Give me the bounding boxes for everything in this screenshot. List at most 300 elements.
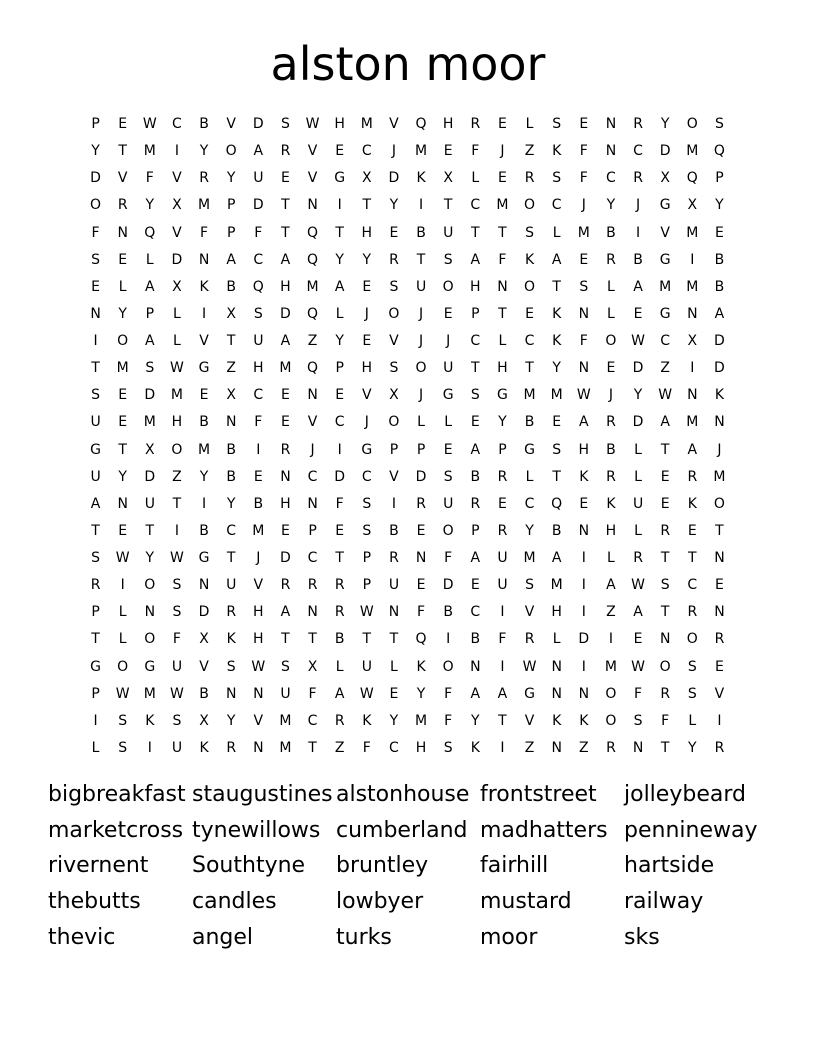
grid-letter: K	[199, 278, 209, 295]
grid-letter: J	[310, 441, 315, 458]
grid-letter: G	[144, 658, 156, 675]
word-list-item: bruntley	[336, 853, 429, 879]
grid-letter: V	[199, 333, 209, 349]
grid-letter: O	[659, 658, 671, 675]
grid-letter: M	[279, 360, 292, 377]
grid-letter: E	[579, 251, 589, 268]
grid-letter: F	[634, 685, 643, 702]
grid-letter: E	[579, 116, 589, 132]
grid-letter: X	[443, 170, 453, 187]
grid-letter: S	[660, 577, 670, 594]
grid-letter: G	[659, 305, 671, 322]
grid-letter: T	[688, 550, 697, 566]
grid-letter: Y	[389, 712, 399, 729]
grid-letter: R	[199, 170, 209, 187]
grid-letter: Z	[172, 468, 182, 485]
grid-letter: R	[714, 631, 725, 648]
grid-letter: N	[253, 685, 264, 702]
grid-letter: N	[225, 685, 237, 702]
grid-letter: I	[174, 522, 179, 539]
grid-letter: L	[607, 278, 615, 295]
grid-letter: S	[579, 278, 589, 295]
grid-letter: E	[281, 170, 290, 187]
grid-letter: S	[172, 577, 182, 594]
grid-letter: X	[199, 631, 209, 648]
grid-letter: X	[362, 170, 372, 187]
grid-letter: Y	[91, 143, 100, 160]
grid-letter: P	[362, 550, 372, 566]
grid-letter: R	[389, 550, 399, 566]
grid-letter: F	[172, 631, 181, 648]
grid-letter: W	[658, 387, 673, 404]
grid-letter: F	[362, 739, 371, 756]
grid-letter: U	[171, 658, 183, 675]
grid-letter: Y	[145, 550, 155, 566]
grid-letter: S	[280, 116, 290, 132]
grid-letter: M	[686, 414, 699, 431]
grid-letter: Z	[307, 333, 318, 349]
grid-letter: M	[523, 387, 536, 404]
grid-letter: R	[280, 143, 291, 160]
grid-letter: O	[686, 631, 698, 648]
grid-letter: Q	[713, 143, 725, 160]
grid-letter: S	[118, 739, 128, 756]
grid-letter: Y	[552, 360, 561, 377]
grid-letter: T	[281, 631, 290, 648]
grid-letter: S	[525, 224, 534, 241]
grid-letter: U	[90, 468, 101, 485]
grid-letter: Q	[307, 305, 319, 322]
grid-letter: A	[633, 604, 643, 621]
word-list-item: sks	[624, 924, 660, 950]
grid-letter: X	[226, 387, 236, 404]
grid-letter: K	[226, 631, 236, 648]
grid-letter: I	[93, 333, 98, 349]
grid-letter: S	[253, 305, 263, 322]
grid-letter: L	[118, 604, 127, 621]
grid-letter: P	[471, 522, 480, 539]
grid-letter: M	[279, 739, 292, 756]
grid-letter: W	[142, 116, 157, 132]
grid-letter: D	[334, 468, 346, 485]
grid-letter: M	[415, 143, 428, 160]
grid-letter: F	[145, 170, 154, 187]
grid-letter: L	[634, 441, 642, 458]
grid-letter: Z	[334, 739, 345, 756]
grid-letter: R	[633, 170, 643, 187]
grid-letter: E	[281, 387, 290, 404]
grid-letter: I	[201, 495, 207, 512]
grid-letter: N	[551, 658, 562, 675]
grid-letter: E	[660, 468, 670, 485]
grid-letter: E	[470, 414, 480, 431]
grid-letter: A	[660, 414, 670, 431]
grid-letter: T	[118, 441, 127, 458]
grid-letter: S	[389, 278, 399, 295]
grid-letter: L	[471, 170, 480, 187]
grid-letter: F	[91, 224, 100, 241]
word-list-item: moor	[480, 924, 538, 950]
grid-letter: O	[225, 143, 237, 160]
grid-letter: C	[687, 577, 698, 594]
grid-letter: O	[442, 522, 454, 539]
grid-letter: E	[91, 278, 100, 295]
grid-letter: H	[415, 739, 427, 756]
word-list-item: candles	[192, 889, 277, 915]
grid-letter: E	[281, 522, 290, 539]
grid-letter: U	[443, 224, 454, 241]
grid-letter: C	[361, 143, 372, 160]
grid-letter: T	[335, 224, 344, 241]
grid-letter: E	[498, 495, 507, 512]
grid-letter: O	[90, 197, 102, 214]
grid-letter: V	[714, 685, 725, 702]
grid-letter: C	[253, 251, 264, 268]
grid-letter: V	[199, 658, 209, 675]
grid-letter: W	[631, 577, 645, 594]
grid-letter: T	[552, 468, 561, 485]
grid-letter: Q	[551, 495, 563, 512]
grid-letter: G	[442, 387, 454, 404]
grid-letter: D	[90, 170, 101, 187]
grid-letter: T	[660, 441, 670, 458]
grid-letter: A	[687, 441, 698, 458]
grid-letter: X	[687, 333, 698, 349]
grid-letter: J	[364, 305, 369, 322]
grid-letter: U	[226, 577, 237, 594]
grid-letter: X	[145, 441, 155, 458]
grid-letter: H	[280, 278, 291, 295]
grid-letter: N	[578, 360, 590, 377]
grid-letter: F	[254, 414, 263, 431]
word-list-item: rivernent	[48, 853, 149, 879]
grid-letter: S	[389, 360, 399, 377]
word-list-item: jolleybeard	[624, 782, 746, 807]
grid-letter: B	[714, 251, 725, 268]
grid-letter: R	[633, 550, 643, 566]
grid-letter: C	[307, 550, 318, 566]
grid-letter: G	[198, 550, 210, 566]
grid-letter: Y	[416, 685, 426, 702]
grid-letter: M	[550, 387, 563, 404]
grid-letter: M	[360, 116, 373, 132]
grid-letter: N	[198, 577, 210, 594]
grid-letter: Y	[226, 495, 236, 512]
grid-letter: V	[253, 577, 264, 594]
grid-letter: N	[497, 278, 508, 295]
grid-letter: C	[470, 604, 481, 621]
grid-letter: J	[256, 550, 261, 566]
word-list	[48, 780, 768, 958]
grid-letter: E	[715, 224, 724, 241]
grid-letter: D	[144, 387, 156, 404]
grid-letter: T	[552, 278, 561, 295]
grid-letter: R	[470, 495, 481, 512]
grid-letter: A	[280, 251, 291, 268]
grid-letter: I	[147, 739, 152, 756]
grid-letter: U	[388, 577, 400, 594]
grid-letter: A	[470, 441, 481, 458]
grid-letter: M	[306, 278, 319, 295]
grid-letter: R	[470, 116, 481, 132]
grid-letter: B	[253, 495, 264, 512]
grid-letter: H	[361, 360, 373, 377]
grid-letter: L	[335, 305, 344, 322]
grid-letter: A	[470, 685, 481, 702]
grid-letter: I	[635, 224, 641, 241]
grid-letter: B	[416, 224, 426, 241]
grid-letter: B	[443, 604, 453, 621]
grid-letter: E	[660, 495, 670, 512]
grid-letter: O	[415, 360, 427, 377]
grid-letter: G	[659, 251, 671, 268]
grid-letter: A	[280, 604, 291, 621]
grid-letter: N	[307, 387, 318, 404]
grid-letter: Y	[498, 414, 507, 431]
grid-letter: I	[690, 251, 695, 268]
grid-letter: E	[715, 577, 724, 594]
grid-letter: N	[117, 495, 128, 512]
grid-letter: F	[444, 550, 453, 566]
grid-letter: N	[388, 604, 400, 621]
grid-letter: T	[471, 224, 480, 241]
grid-letter: I	[391, 495, 396, 512]
grid-letter: X	[172, 197, 182, 214]
grid-letter: I	[418, 197, 424, 214]
grid-letter: Q	[307, 251, 319, 268]
word-list-item: fairhill	[480, 853, 549, 879]
grid-letter: F	[498, 631, 507, 648]
grid-letter: T	[362, 631, 372, 648]
grid-letter: K	[714, 387, 725, 404]
grid-letter: V	[524, 712, 535, 729]
grid-letter: N	[225, 414, 237, 431]
word-list-item: frontstreet	[480, 782, 597, 807]
grid-letter: S	[470, 387, 480, 404]
grid-letter: S	[91, 251, 100, 268]
grid-letter: W	[170, 685, 184, 702]
grid-letter: E	[118, 414, 128, 431]
grid-letter: K	[524, 251, 535, 268]
grid-letter: N	[117, 224, 128, 241]
grid-letter: V	[307, 170, 318, 187]
grid-letter: B	[470, 468, 481, 485]
grid-letter: U	[497, 550, 508, 566]
grid-letter: R	[714, 739, 725, 756]
grid-letter: O	[686, 116, 698, 132]
grid-letter: K	[416, 170, 426, 187]
grid-letter: V	[172, 170, 182, 187]
grid-letter: C	[551, 197, 562, 214]
grid-letter: X	[307, 658, 318, 675]
grid-letter: T	[308, 739, 317, 756]
grid-letter: S	[91, 550, 100, 566]
grid-letter: T	[226, 333, 236, 349]
grid-letter: E	[525, 305, 534, 322]
word-list-item: staugustines	[192, 782, 333, 807]
grid-letter: L	[417, 414, 425, 431]
grid-letter: R	[497, 522, 508, 539]
grid-letter: L	[634, 468, 642, 485]
grid-letter: M	[496, 197, 509, 214]
grid-letter: E	[335, 522, 345, 539]
grid-letter: O	[605, 712, 617, 729]
grid-letter: C	[172, 116, 182, 132]
grid-letter: L	[145, 251, 154, 268]
grid-letter: T	[308, 631, 317, 648]
grid-letter: Q	[415, 116, 427, 132]
grid-letter: B	[199, 522, 209, 539]
grid-letter: E	[715, 658, 724, 675]
grid-letter: A	[90, 495, 101, 512]
grid-letter: L	[552, 224, 561, 241]
grid-letter: W	[305, 116, 320, 132]
word-list-item: lowbyer	[336, 889, 424, 915]
grid-letter: B	[633, 251, 643, 268]
grid-letter: V	[307, 414, 318, 431]
grid-letter: U	[415, 278, 427, 295]
grid-letter: S	[633, 712, 643, 729]
grid-letter: I	[337, 197, 342, 214]
grid-letter: R	[497, 468, 508, 485]
grid-letter: J	[717, 441, 722, 458]
grid-letter: N	[659, 631, 671, 648]
grid-letter: R	[660, 522, 671, 539]
grid-letter: F	[254, 224, 263, 241]
grid-letter: D	[144, 468, 156, 485]
grid-letter: O	[524, 197, 536, 214]
grid-letter: U	[361, 658, 372, 675]
grid-letter: J	[608, 387, 613, 404]
grid-letter: I	[581, 604, 586, 621]
grid-letter: S	[552, 170, 562, 187]
grid-letter: B	[470, 631, 481, 648]
grid-letter: P	[715, 170, 724, 187]
grid-letter: M	[116, 360, 129, 377]
grid-letter: N	[605, 116, 617, 132]
grid-letter: E	[199, 387, 209, 404]
grid-letter: E	[362, 278, 372, 295]
grid-letter: Y	[525, 522, 534, 539]
grid-letter: Y	[606, 197, 616, 214]
grid-letter: K	[687, 495, 697, 512]
grid-letter: Y	[715, 197, 724, 214]
grid-letter: Z	[579, 739, 589, 756]
grid-letter: A	[145, 278, 155, 295]
grid-letter: H	[253, 631, 264, 648]
grid-letter: F	[661, 712, 670, 729]
grid-letter: S	[443, 468, 453, 485]
word-list-item: cumberland	[336, 817, 468, 843]
grid-letter: N	[280, 468, 291, 485]
grid-letter: Y	[199, 468, 209, 485]
grid-letter: S	[687, 685, 697, 702]
grid-letter: M	[686, 143, 699, 160]
grid-letter: R	[280, 441, 291, 458]
grid-letter: N	[307, 495, 318, 512]
grid-letter: L	[390, 658, 398, 675]
grid-letter: Q	[307, 360, 319, 377]
grid-letter: E	[281, 414, 290, 431]
grid-letter: I	[500, 658, 505, 675]
grid-letter: V	[226, 116, 236, 132]
grid-letter: C	[524, 495, 535, 512]
grid-letter: W	[631, 658, 645, 675]
grid-letter: G	[497, 387, 508, 404]
grid-letter: W	[115, 550, 130, 566]
word-list-item: madhatters	[480, 817, 608, 843]
grid-letter: M	[550, 577, 563, 594]
grid-letter: C	[389, 739, 399, 756]
grid-letter: Y	[226, 170, 236, 187]
grid-letter: V	[117, 170, 128, 187]
grid-letter: R	[660, 685, 671, 702]
grid-letter: M	[604, 658, 617, 675]
grid-letter: O	[442, 278, 454, 295]
grid-letter: B	[551, 522, 562, 539]
grid-letter: V	[362, 387, 372, 404]
grid-letter: V	[172, 224, 182, 241]
grid-letter: D	[714, 360, 725, 377]
grid-letter: Y	[660, 116, 670, 132]
grid-letter: L	[118, 631, 127, 648]
grid-letter: E	[335, 143, 345, 160]
grid-letter: S	[687, 658, 697, 675]
grid-letter: E	[443, 441, 453, 458]
grid-letter: Y	[389, 197, 399, 214]
grid-letter: F	[498, 251, 507, 268]
grid-letter: V	[253, 712, 264, 729]
grid-letter: U	[443, 360, 454, 377]
grid-letter: N	[470, 658, 481, 675]
grid-letter: N	[90, 305, 101, 322]
grid-letter: M	[143, 143, 156, 160]
grid-letter: R	[606, 468, 616, 485]
grid-letter: K	[552, 333, 562, 349]
grid-letter: T	[281, 224, 290, 241]
grid-letter: L	[607, 550, 615, 566]
grid-letter: O	[171, 441, 183, 458]
grid-letter: Z	[524, 739, 535, 756]
grid-letter: M	[143, 685, 156, 702]
grid-letter: G	[90, 441, 101, 458]
grid-letter: N	[687, 305, 698, 322]
grid-letter: H	[470, 278, 481, 295]
word-list-item: alstonhouse	[336, 782, 470, 807]
grid-letter: D	[252, 197, 264, 214]
grid-letter: H	[551, 604, 562, 621]
word-list-item: marketcross	[48, 817, 184, 843]
grid-letter: B	[199, 414, 209, 431]
grid-letter: X	[687, 197, 698, 214]
grid-letter: W	[170, 360, 184, 377]
grid-letter: O	[524, 278, 536, 295]
grid-letter: R	[524, 170, 535, 187]
grid-letter: S	[714, 116, 724, 132]
grid-letter: Y	[471, 712, 480, 729]
grid-letter: O	[713, 495, 725, 512]
grid-letter: K	[416, 658, 426, 675]
grid-letter: W	[359, 604, 374, 621]
grid-letter: D	[659, 143, 671, 160]
grid-letter: I	[446, 631, 451, 648]
grid-letter: N	[551, 739, 562, 756]
grid-letter: N	[578, 685, 590, 702]
grid-letter: T	[660, 739, 670, 756]
grid-letter: N	[307, 197, 318, 214]
grid-letter: A	[551, 251, 562, 268]
grid-letter: Y	[633, 387, 643, 404]
